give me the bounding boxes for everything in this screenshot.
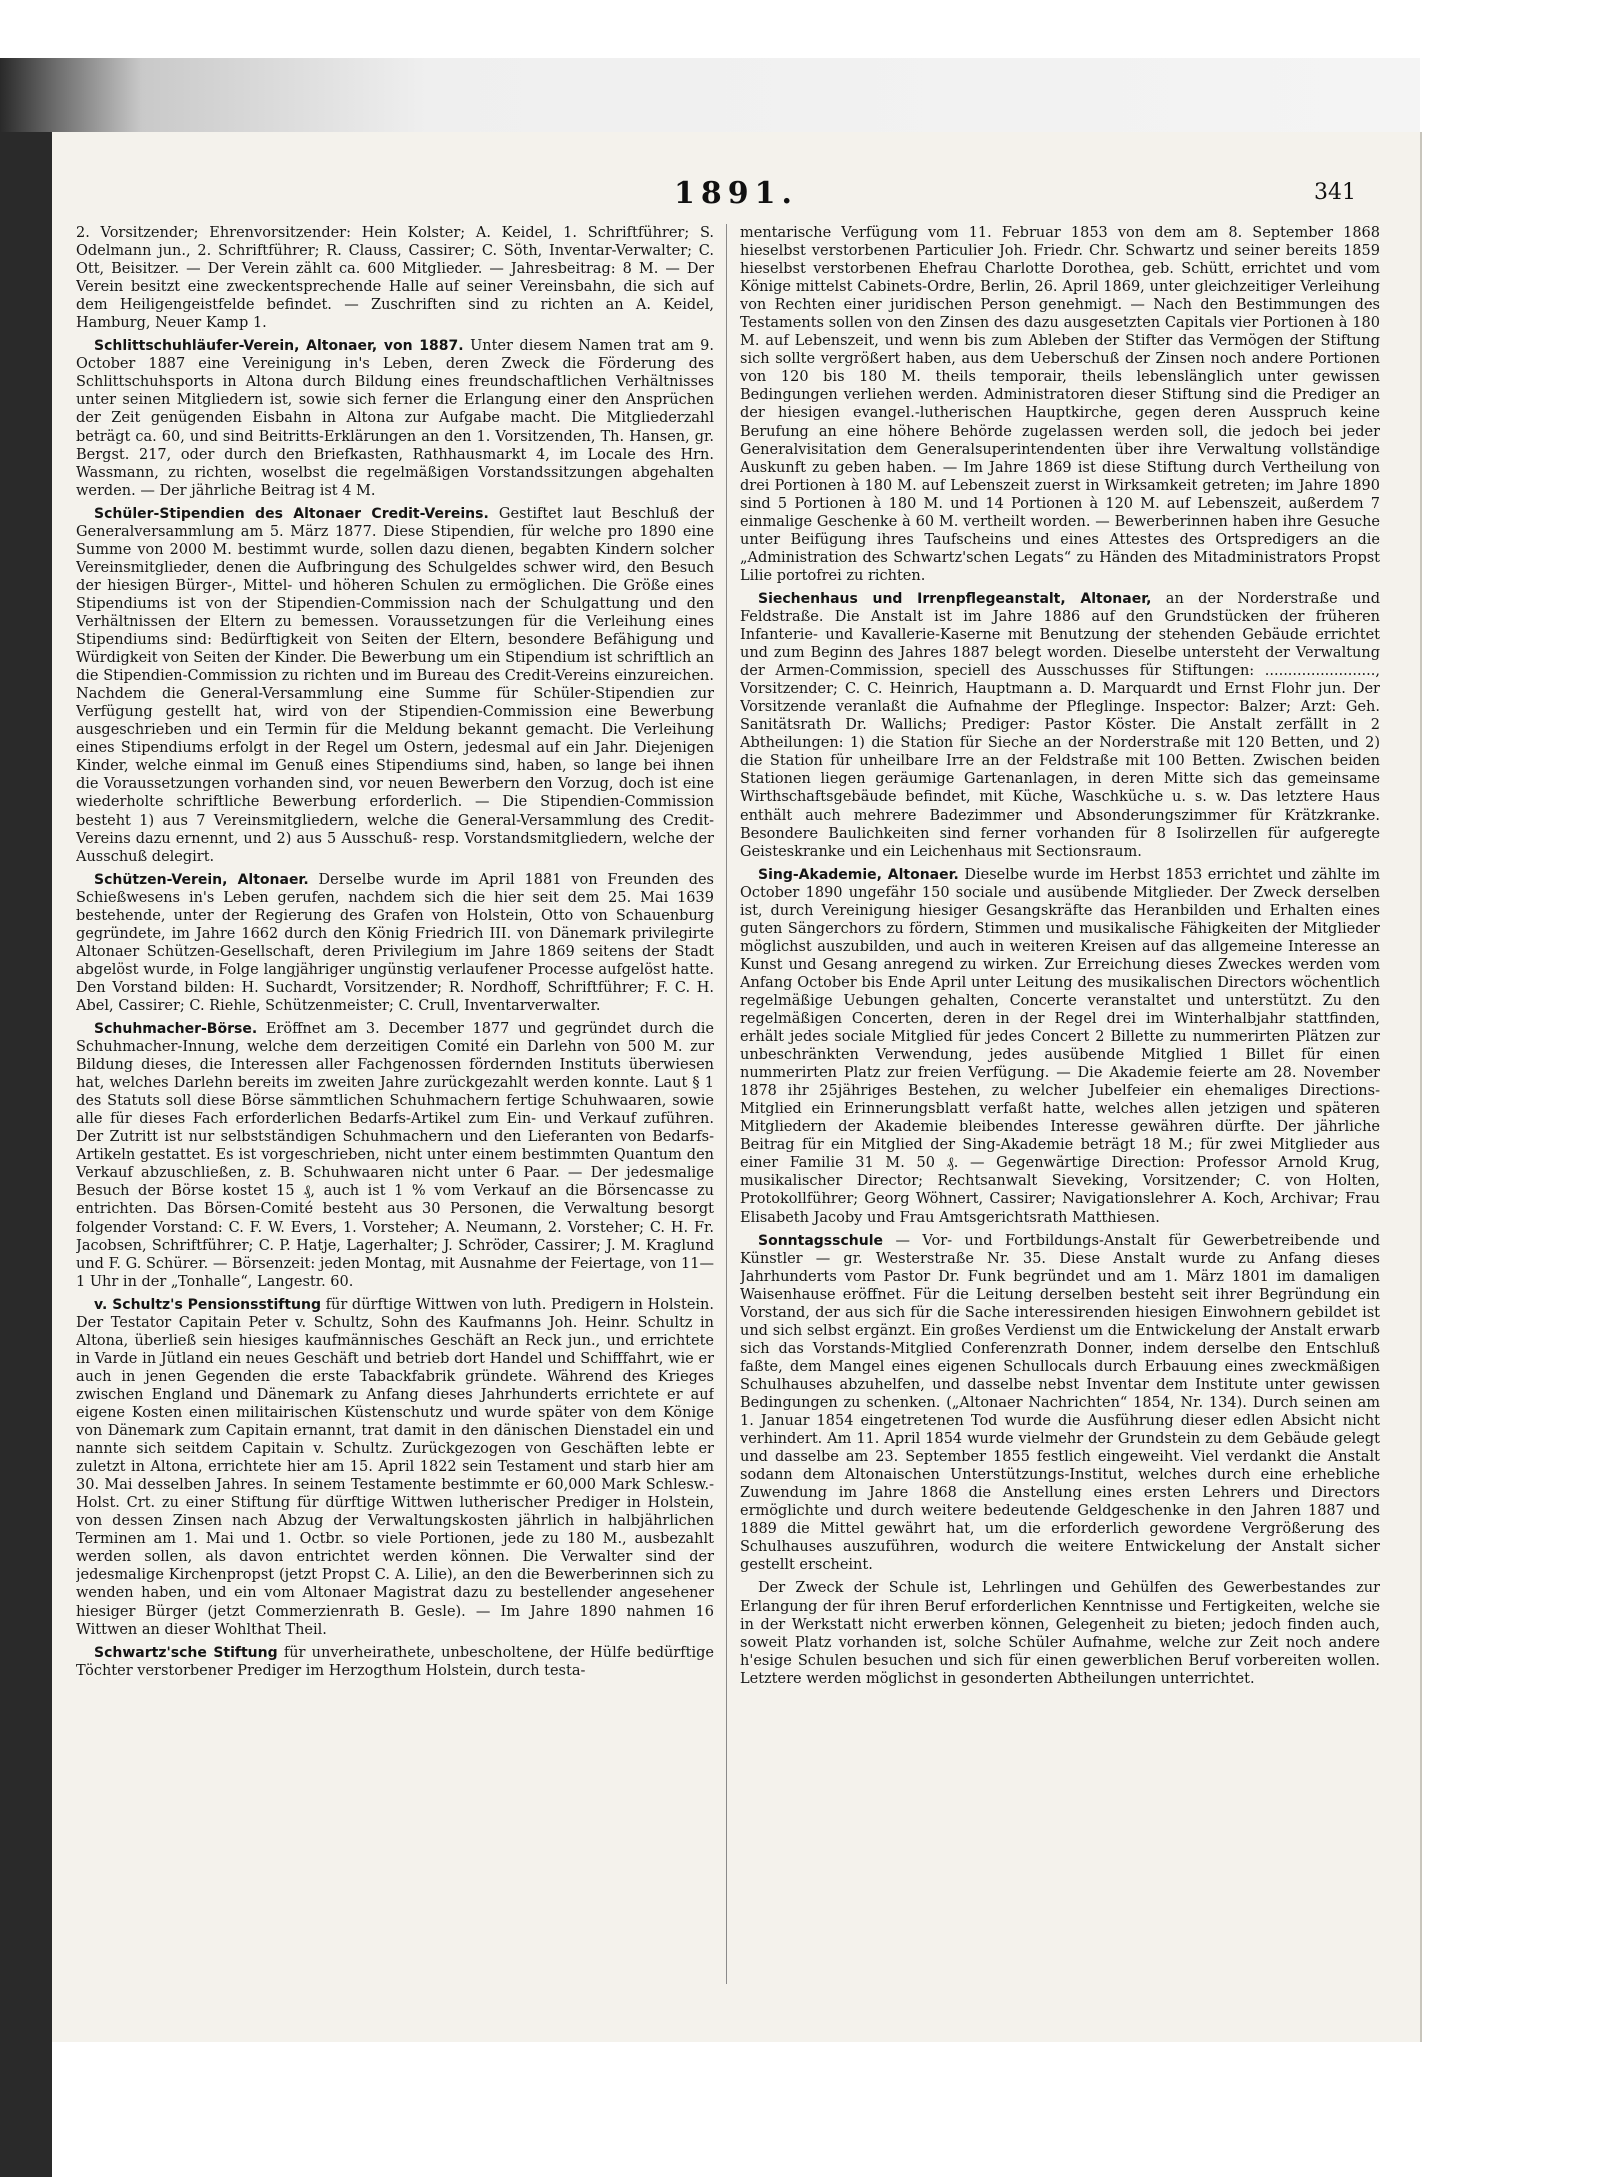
- entry-body: für dürftige Wittwen von luth. Predigern in Holstein. Der Testator Capitain Peter v. Schultz, Sohn des Kaufmanns Joh. Heinr. Schultz in Altona, überließ sein hiesiges kaufmännisches Geschäft an Reck jun., und errichtete in Varde in Jütland ein neues Geschäft und betrieb dort Handel und Schifffahrt, wie er auch in jenen Gegenden die erste Tabackfabrik gründete. Während des Krieges zwischen England und Dänemark zu Anfang dieses Jahrhunderts errichtete er auf eigene Kosten einen militairischen Küstenschutz und wurde später von dem Könige von Dänemark zum Capitain ernannt, trat damit in den dänischen Dienstadel ein und nannte sich seitdem Capitain v. Schultz. Zurückgezogen von Geschäften lebte er zuletzt in Altona, errichtete hier am 15. April 1822 sein Testament und starb hier am 30. Mai desselben Jahres. In seinem Testamente bestimmte er 60,000 Mark Schlesw.-Holst. Crt. zu einer Stiftung für dürftige Wittwen lutherischer Prediger in Holstein, von dessen Zinsen nach Abzug der Verwaltungskosten jährlich in halbjährlichen Terminen am 1. Mai und 1. Octbr. so viele Portionen, jede zu 180 M., ausbezahlt werden sollen, als davon entrichtet werden können. Die Verwalter sind der jedesmalige Kirchenpropst (jetzt Propst C. A. Lilie), an den die Bewerberinnen sich zu wenden haben, und ein vom Altonaer Magistrat dazu zu bestellender angesehener hiesiger Bürger (jetzt Commerzienrath B. Gesle). — Im Jahre 1890 nahmen 16 Wittwen an dieser Wohlthat Theil.: [76, 1296, 714, 1638]
- right-column: [740, 224, 1380, 2024]
- entry-body: an der Norderstraße und Feldstraße. Die Anstalt ist im Jahre 1886 auf den Grundstücken der früheren Infanterie- und Kavallerie-Kaserne mit Benutzung der stehenden Gebäude errichtet und zum Beginn des Jahres 1887 belegt worden. Dieselbe untersteht der Verwaltung der Armen-Commission, speciell des Ausschusses für Stiftungen: ........................, Vorsitzender; C. C. Heinrich, Hauptmann a. D. Marquardt und Ernst Flohr jun. Der Vorsitzende veranlaßt die Aufnahme der Pfleglinge. Inspector: Balzer; Arzt: Geh. Sanitätsrath Dr. Wallichs; Prediger: Pastor Köster. Die Anstalt zerfällt in 2 Abtheilungen: 1) die Station für Sieche an der Norderstraße mit 120 Betten, und 2) die Station für unheilbare Irre an der Feldstraße mit 100 Betten. Zwischen beiden Stationen liegen geräumige Gartenanlagen, in deren Mitte sich das gemeinsame Wirthschaftsgebäude befindet, mit Küche, Waschküche u. s. w. Das letztere Haus enthält auch mehrere Badezimmer und Absonderungszimmer für Krätzkranke. Besondere Baulichkeiten sind ferner vorhanden für 8 Isolirzellen für aufgeregte Geisteskranke und ein Leichenhaus mit Sectionsraum.: [740, 590, 1380, 860]
- entry-body: Gestiftet laut Beschluß der Generalversammlung am 5. März 1877. Diese Stipendien, für welche pro 1890 eine Summe von 2000 M. bestimmt wurde, sollen dazu dienen, begabten Kindern solcher Vereinsmitglieder, denen die Aufbringung des Schulgeldes schwer wird, den Besuch der hiesigen Bürger-, Mittel- und höheren Schulen zu ermöglichen. Die Größe eines Stipendiums ist von der Stipendien-Commission nach der Schulgattung und den Verhältnissen der Eltern zu bemessen. Voraussetzungen für die Verleihung eines Stipendiums sind: Bedürftigkeit von Seiten der Eltern, besondere Befähigung und Würdigkeit von Seiten der Kinder. Die Bewerbung um ein Stipendium ist schriftlich an die Stipendien-Commission zu richten und im Bureau des Credit-Vereins einzureichen. Nachdem die General-Versammlung eine Summe für Schüler-Stipendien zur Verfügung gestellt hat, wird von der Stipendien-Commission eine Bewerbung ausgeschrieben und ein Termin für die Meldung bekannt gemacht. Die Verleihung eines Stipendiums erfolgt in der Regel um Ostern, jedesmal auf ein Jahr. Diejenigen Kinder, welche einmal im Genuß eines Stipendiums sind, haben, so lange bei ihnen die Voraussetzungen vorhanden sind, vor neuen Bewerbern den Vorzug, doch ist eine wiederholte schriftliche Bewerbung erforderlich. — Die Stipendien-Commission besteht 1) aus 7 Vereinsmitgliedern, welche die General-Versammlung des Credit-Vereins dazu ernennt, und 2) aus 5 Ausschuß- resp. Vorstandsmitgliedern, welche der Ausschuß delegirt.: [76, 505, 714, 865]
- entry-sonntagsschule: [740, 1232, 1380, 1575]
- entry-schuetzen-verein: [76, 871, 714, 1015]
- page-number: 341: [1314, 180, 1356, 205]
- entry-title: Schüler-Stipendien des Altonaer Credit-Vereins.: [94, 505, 489, 522]
- entry-body: für unverheirathete, unbescholtene, der Hülfe bedürftige Töchter verstorbener Prediger im Herzogthum Holstein, durch testa-: [76, 1644, 714, 1679]
- entry-title: Schützen-Verein, Altonaer.: [94, 871, 309, 888]
- entry-siechenhaus: [740, 590, 1380, 861]
- entry-body: Unter diesem Namen trat am 9. October 1887 eine Vereinigung in's Leben, deren Zweck die Förderung des Schlittschuhsports in Altona durch Bildung eines freundschaftlichen Verhältnisses unter seinen Mitgliedern ist, sowie sich ferner die Erlangung einer den Ansprüchen der Zeit genügenden Eisbahn in Altona zur Aufgabe macht. Die Mitgliederzahl beträgt ca. 60, und sind Beitritts-Erklärungen an den 1. Vorsitzenden, Th. Hansen, gr. Bergst. 217, oder durch den Briefkasten, Rathhausmarkt 4, im Locale des Hrn. Wassmann, zu richten, woselbst die regelmäßigen Vorstandssitzungen abgehalten werden. — Der jährliche Beitrag ist 4 M.: [76, 338, 714, 499]
- entry-schueler-stipendien: [76, 505, 714, 866]
- entry-schultz-pensionsstiftung: [76, 1296, 714, 1639]
- scan-border-top: [0, 58, 1420, 132]
- scan-border-left: [0, 58, 52, 2177]
- entry-body: — Vor- und Fortbildungs-Anstalt für Gewerbetreibende und Künstler — gr. Westerstraße Nr. 35. Diese Anstalt wurde zu Anfang dieses Jahrhunderts vom Pastor Dr. Funk begründet und am 1. März 1801 im damaligen Waisenhause eröffnet. Für die Leitung derselben besteht seit ihrer Begründung ein Vorstand, der aus sich für die Sache interessirenden hiesigen Einwohnern gebildet ist und sich selbst ergänzt. Ein großes Verdienst um die Entwickelung der Anstalt erwarb sich das Vorstands-Mitglied Conferenzrath Donner, indem derselbe den Entschluß faßte, dem Mangel eines eigenen Schullocals durch Erbauung eines zweckmäßigen Schulhauses abzuhelfen, und dasselbe nebst Inventar dem Institute unter gewissen Bedingungen zu schenken. („Altonaer Nachrichten“ 1854, Nr. 134). Durch seinen am 1. Januar 1854 eingetretenen Tod wurde die Ausführung dieser edlen Absicht nicht verhindert. Am 11. April 1854 wurde vielmehr der Grundstein zu dem Gebäude gelegt und dasselbe am 23. September 1855 festlich eingeweiht. Viel verdankt die Anstalt sodann dem Altonaischen Unterstützungs-Institut, welches durch eine erhebliche Zuwendung im Jahre 1868 die Anstellung eines ersten Lehrers und Directors ermöglichte und durch weitere bedeutende Geldgeschenke in den Jahren 1887 und 1889 die Mittel gewährt hat, um die erforderlich gewordene Vergrößerung des Schulhauses auszuführen, wodurch die weitere Entwickelung der Anstalt sicher gestellt erscheint.: [740, 1232, 1380, 1574]
- left-column: [76, 224, 714, 2024]
- intro-paragraph: 2. Vorsitzender; Ehrenvorsitzender: Hein Kolster; A. Keidel, 1. Schriftführer; S. Odelmann jun., 2. Schriftführer; R. Clauss, Cassirer; C. Söth, Inventar-Verwalter; C. Ott, Beisitzer. — Der Verein zählt ca. 600 Mitglieder. — Jahresbeitrag: 8 M. — Der Verein besitzt eine zweckentsprechende Halle auf seiner Vereinsbahn, die sich auf dem Heiligengeistfelde befindet. — Zuschriften sind zu richten an A. Keidel, Hamburg, Neuer Kamp 1.: [76, 225, 714, 332]
- entry-title: Sing-Akademie, Altonaer.: [758, 866, 959, 883]
- entry-title: v. Schultz's Pensionsstiftung: [94, 1296, 322, 1313]
- entry-schwartz-stiftung: [76, 1644, 714, 1680]
- page-year: 1891.: [674, 176, 798, 211]
- entry-title: Schwartz'sche Stiftung: [94, 1644, 278, 1661]
- entry-title: Schuhmacher-Börse.: [94, 1021, 258, 1038]
- entry-title: Schlittschuhläufer-Verein, Altonaer, von 1887.: [94, 338, 464, 355]
- entry-body: Derselbe wurde im April 1881 von Freunden des Schießwesens in's Leben gerufen, nachdem sich die hier seit dem 25. Mai 1639 bestehende, unter der Regierung des Grafen von Holstein, Otto von Schauenburg gegründete, im Jahre 1662 durch den König Friedrich III. von Dänemark privilegirte Altonaer Schützen-Gesellschaft, deren Privilegium im Jahre 1869 seitens der Stadt abgelöst wurde, in Folge langjähriger ungünstig verlaufener Processe aufgelöst hatte. Den Vorstand bilden: H. Suchardt, Vorsitzender; R. Nordhoff, Schriftführer; F. C. H. Abel, Cassirer; C. Riehle, Schützenmeister; C. Crull, Inventarverwalter.: [76, 871, 714, 1014]
- page-header: [52, 176, 1420, 216]
- newspaper-page: [52, 132, 1422, 2042]
- entry-title: Siechenhaus und Irrenpflegeanstalt, Altonaer,: [758, 590, 1152, 607]
- entry-title: Sonntagsschule: [758, 1232, 883, 1249]
- entry-schuhmacher-boerse: [76, 1020, 714, 1291]
- column-divider: [726, 224, 727, 1984]
- entry-body: Dieselbe wurde im Herbst 1853 errichtet und zählte im October 1890 ungefähr 150 sociale und ausübende Mitglieder. Der Zweck derselben ist, durch Vereinigung hiesiger Gesangskräfte das Heranbilden und Erhalten eines guten Sängerchors zu fördern, Stimmen und musikalische Fähigkeiten der Mitglieder möglichst auszubilden, und auch in weiteren Kreisen auf das allgemeine Interesse an Kunst und Gesang anregend zu wirken. Zur Erreichung dieses Zweckes werden vom Anfang October bis Ende April unter Leitung des musikalischen Directors wöchentlich regelmäßige Uebungen gehalten, Concerte veranstaltet und unterstützt. Zu den regelmäßigen Concerten, deren in der Regel drei im Winterhalbjahr stattfinden, erhält jedes sociale Mitglied für jedes Concert 2 Billette zu nummerirten Plätzen zur unbeschränkten Verwendung, jedes ausübende Mitglied 1 Billet für einen nummerirten Platz zur freien Verfügung. — Die Akademie feierte am 28. November 1878 ihr 25jähriges Bestehen, zu welcher Jubelfeier ein ehemaliges Directions-Mitglied ein Erinnerungsblatt verfaßt hatte, welches allen jetzigen und späteren Mitgliedern der Akademie bleibendes Interesse gewähren dürfte. Der jährliche Beitrag für ein Mitglied der Sing-Akademie beträgt 18 M.; für zwei Mitglieder aus einer Familie 31 M. 50 ₰. — Gegenwärtige Direction: Professor Arnold Krug, musikalischer Director; Rechtsanwalt Sieveking, Vorsitzender; C. von Holten, Protokollführer; Georg Wöhnert, Cassirer; Navigationslehrer A. Koch, Archivar; Frau Elisabeth Jacoby und Frau Amtsgerichtsrath Matthiesen.: [740, 866, 1380, 1226]
- continued-paragraph: mentarische Verfügung vom 11. Februar 1853 von dem am 8. September 1868 hieselbst verstorbenen Particulier Joh. Friedr. Chr. Schwartz und seiner bereits 1859 hieselbst verstorbenen Ehefrau Charlotte Dorothea, geb. Schütt, errichtet und vom Könige mittelst Cabinets-Ordre, Berlin, 26. April 1869, unter gleichzeitiger Verleihung von Rechten einer juridischen Person genehmigt. — Nach den Bestimmungen des Testaments sollen von den Zinsen des dazu ausgesetzten Capitals vier Portionen à 180 M. auf Lebenszeit, und wenn bis zum Ableben der Stifter das Vermögen der Stiftung sich sollte vergrößert haben, aus dem Ueberschuß der Zinsen noch andere Portionen von 120 bis 180 M. theils temporair, theils lebenslänglich unter gewissen Bedingungen verliehen werden. Administratoren dieser Stiftung sind die Prediger an der hiesigen evangel.-lutherischen Hauptkirche, gegen deren Ausspruch keine Berufung an eine höhere Behörde zugelassen werden soll, die jedoch bei jeder Generalvisitation dem Generalsuperintendenten über ihre Verwaltung vollständige Auskunft zu geben haben. — Im Jahre 1869 ist diese Stiftung durch Vertheilung von drei Portionen à 180 M. auf Lebenszeit zuerst in Wirksamkeit getreten; im Jahre 1890 sind 5 Portionen à 180 M. und 14 Portionen à 120 M. auf Lebenszeit, außerdem 7 einmalige Geschenke à 60 M. vertheilt worden. — Bewerberinnen haben ihre Gesuche unter Beifügung ihres Taufscheins und eines Attestes des Ortspredigers an die „Administration des Schwartz'schen Legats“ zu Händen des Mitadministrators Propst Lilie portofrei zu richten.: [740, 225, 1380, 584]
- entry-body: Eröffnet am 3. December 1877 und gegründet durch die Schuhmacher-Innung, welche dem derzeitigen Comité ein Darlehn von 500 M. zur Bildung dieses, die Interessen aller Fachgenossen fördernden Instituts überwiesen hat, welches Darlehn bereits im zweiten Jahre zurückgezahlt werden konnte. Laut § 1 des Statuts soll diese Börse sämmtlichen Schuhmachern fertige Schuhwaaren, sowie alle für dieses Fach erforderlichen Bedarfs-Artikel zum Ein- und Verkauf zuführen. Der Zutritt ist nur selbstständigen Schuhmachern und den Lieferanten von Bedarfs-Artikeln gestattet. Es ist vorgeschrieben, nicht unter einem bestimmten Quantum den Verkauf abzuschließen, z. B. Schuhwaaren nicht unter 6 Paar. — Der jedesmalige Besuch der Börse kostet 15 ₰, auch ist 1 % vom Verkauf an die Börsencasse zu entrichten. Das Börsen-Comité besteht aus 30 Personen, die Verwaltung besorgt folgender Vorstand: C. F. W. Evers, 1. Vorsteher; A. Neumann, 2. Vorsteher; C. H. Fr. Jacobsen, Schriftführer; C. P. Hatje, Lagerhalter; J. Schröder, Cassirer; J. M. Kraglund und F. G. Schürer. — Börsenzeit: jeden Montag, mit Ausnahme der Feiertage, von 11—1 Uhr in der „Tonhalle“, Langestr. 60.: [76, 1021, 714, 1290]
- entry-sing-akademie: [740, 866, 1380, 1227]
- entry-schlittschuh: [76, 337, 714, 499]
- final-paragraph: Der Zweck der Schule ist, Lehrlingen und Gehülfen des Gewerbestandes zur Erlangung der für ihren Beruf erforderlichen Kenntnisse und Fertigkeiten, welche sie in der Werkstatt nicht erwerben können, Gelegenheit zu bieten; jedoch finden auch, soweit Platz vorhanden ist, solche Schüler Aufnahme, welche zur Zeit noch andere h'esige Schulen besuchen und sich für einen gewerblichen Beruf vorbereiten wollen. Letztere werden möglichst in gesonderten Abtheilungen unterrichtet.: [740, 1580, 1380, 1687]
